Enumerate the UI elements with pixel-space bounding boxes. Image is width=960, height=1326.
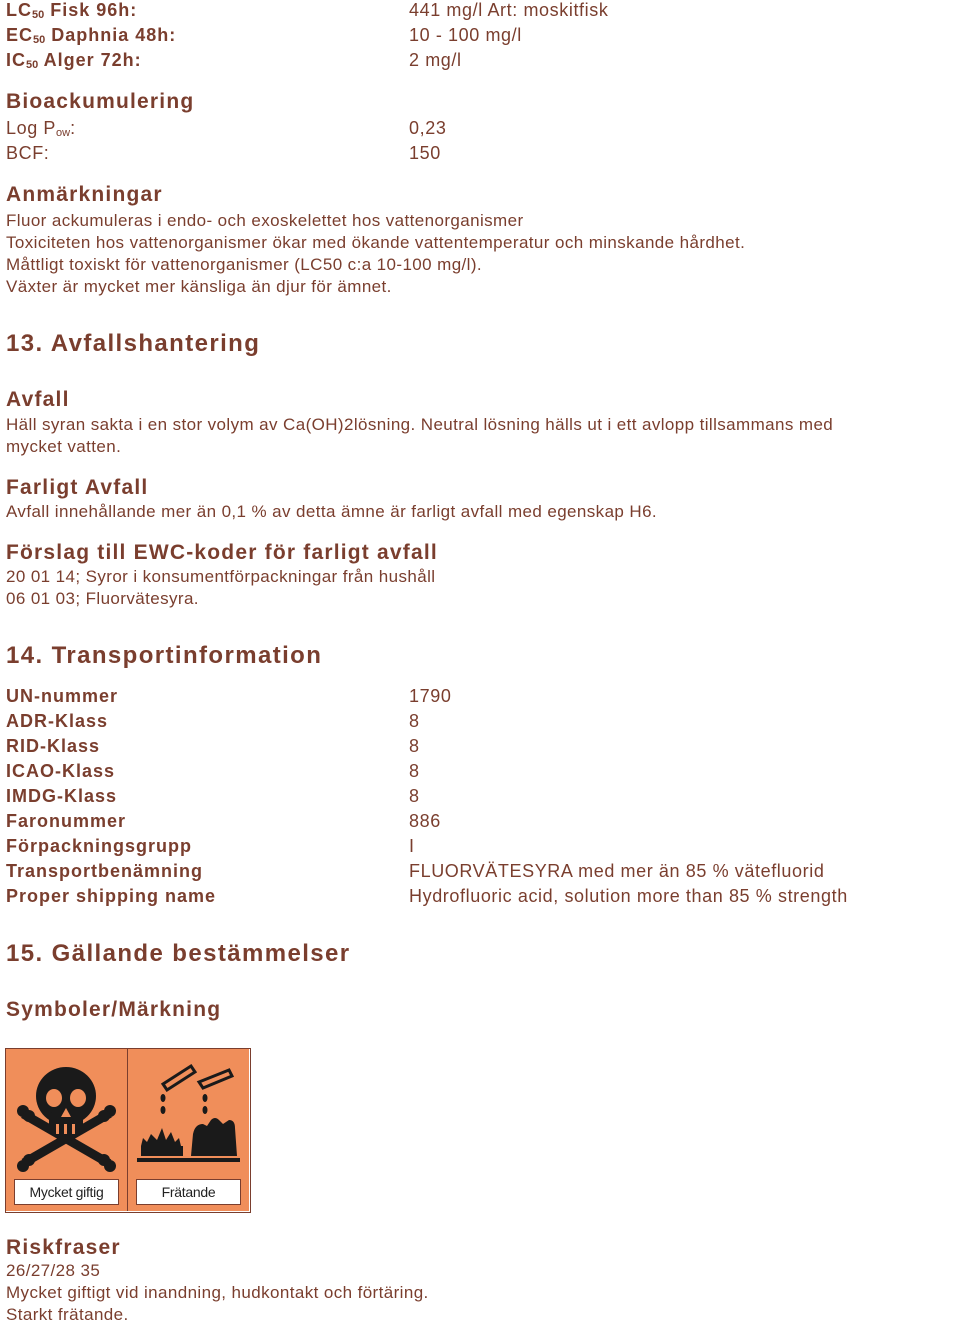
transport-row-value: FLUORVÄTESYRA med mer än 85 % vätefluorid [409,861,825,881]
bcf-label: BCF: [6,143,50,163]
avfall-text-continued: mycket vatten. [6,437,122,456]
transport-row-label: ICAO-Klass [6,761,116,781]
ewc-heading: Förslag till EWC-koder för farligt avfall [6,541,438,564]
transport-row-value: 8 [409,786,420,806]
remarks-line: Toxiciteten hos vattenorganismer ökar med ökande vattentemperatur och minskande hårdhet. [6,233,746,252]
remarks-line: Måttligt toxiskt för vattenorganismer (LC50 c:a 10-100 mg/l). [6,255,483,274]
transport-row-value: 8 [409,711,420,731]
bioaccumulation-heading: Bioackumulering [6,90,195,113]
transport-row-value: 8 [409,761,420,781]
transport-row-label: Transportbenämning [6,861,204,881]
logp-value: 0,23 [409,118,447,138]
ic50-alger-value: 2 mg/l [409,50,462,70]
transport-row-value: 886 [409,811,441,831]
transport-row-label: ADR-Klass [6,711,109,731]
hazard-symbols [5,1048,251,1213]
toxic-symbol [6,1049,128,1211]
transport-row-label: UN-nummer [6,686,119,706]
lc50-fish-value: 441 mg/l Art: moskitfisk [409,0,609,20]
transport-row-label: Proper shipping name [6,886,217,906]
transport-row-value: I [409,836,415,856]
lc50-fish-label: $LC_{50}$ Fisk 96h: [6,0,138,21]
transport-row-label: RID-Klass [6,736,101,756]
transport-row-value: 1790 [409,686,452,706]
avfall-heading: Avfall [6,388,70,411]
transport-row-value: Hydrofluoric acid, solution more than 85 % strength [409,886,848,906]
ewc-code-line: 20 01 14; Syror i konsumentförpackningar från hushåll [6,567,436,586]
section-14-heading: 14. Transportinformation [6,642,323,669]
section-13-heading: 13. Avfallshantering [6,330,261,357]
riskfraser-heading: Riskfraser [6,1236,121,1259]
skull-crossbones-icon [11,1054,122,1172]
bcf-value: 150 [409,143,441,163]
corrosive-icon [133,1054,244,1172]
remarks-line: Fluor ackumuleras i endo- och exoskelettet hos vattenorganismer [6,211,524,230]
corrosive-symbol [128,1049,249,1211]
section-15-heading: 15. Gällande bestämmelser [6,940,351,967]
transport-row-label: IMDG-Klass [6,786,118,806]
remarks-line: Växter är mycket mer känsliga än djur för ämnet. [6,277,392,296]
avfall-text: Häll syran sakta i en stor volym av Ca(OH)2lösning. Neutral lösning hälls ut i ett avlopp tillsammans med [6,415,834,434]
transport-row-label: Faronummer [6,811,127,831]
ec50-daphnia-label: $EC_{50}$ Daphnia 48h: [6,25,177,46]
symbols-heading: Symboler/Märkning [6,998,222,1021]
transport-row-value: 8 [409,736,420,756]
riskfraser-codes: 26/27/28 35 [6,1261,101,1280]
logp-label: Log $P_{ow}$: [6,118,76,139]
ic50-alger-label: $IC_{50}$ Alger 72h: [6,50,142,71]
ewc-code-line: 06 01 03; Fluorvätesyra. [6,589,199,608]
riskfraser-line: Mycket giftigt vid inandning, hudkontakt och förtäring. [6,1283,429,1302]
corrosive-symbol-label: Frätande [136,1179,241,1205]
transport-row-label: Förpackningsgrupp [6,836,193,856]
farligt-avfall-heading: Farligt Avfall [6,476,149,499]
ec50-daphnia-value: 10 - 100 mg/l [409,25,522,45]
toxic-symbol-label: Mycket giftig [14,1179,119,1205]
remarks-heading: Anmärkningar [6,183,163,206]
riskfraser-line: Starkt frätande. [6,1305,129,1324]
farligt-avfall-text: Avfall innehållande mer än 0,1 % av detta ämne är farligt avfall med egenskap H6. [6,502,658,521]
